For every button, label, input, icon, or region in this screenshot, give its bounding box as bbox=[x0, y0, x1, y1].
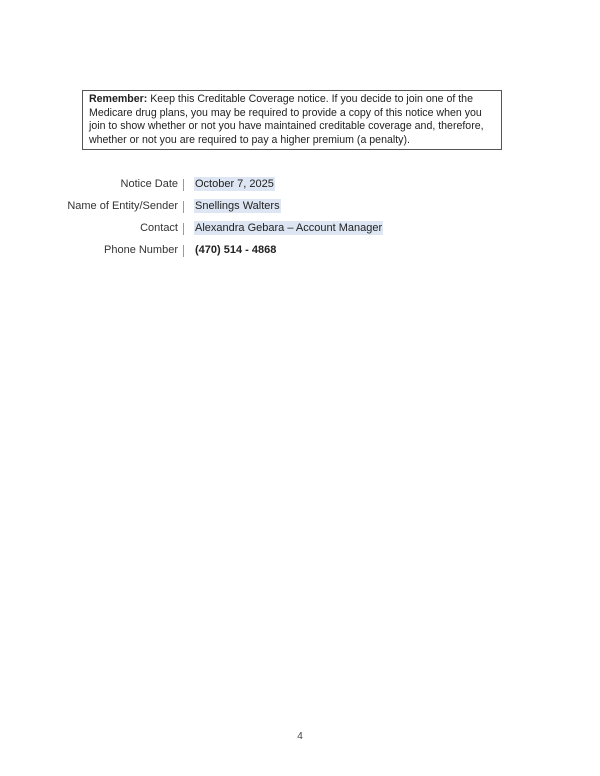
phone-label: Phone Number bbox=[104, 244, 178, 256]
notice-date-label: Notice Date bbox=[120, 178, 178, 190]
page-number: 4 bbox=[297, 731, 303, 742]
entity-label: Name of Entity/Sender bbox=[67, 200, 178, 212]
field-divider bbox=[183, 201, 184, 213]
remember-text: Keep this Creditable Coverage notice. If you decide to join one of the Medicare drug plans, you may be required to provide a copy of this notice when you join to show whether or not you have maintained creditable coverage and, therefore, whether or not you are required to pay a higher premium (a penalty). bbox=[89, 93, 484, 146]
contact-field[interactable]: Alexandra Gebara – Account Manager bbox=[195, 222, 383, 234]
contact-row bbox=[0, 220, 600, 238]
remember-label: Remember: bbox=[89, 93, 148, 105]
entity-field[interactable]: Snellings Walters bbox=[195, 200, 280, 212]
phone-field[interactable]: (470) 514 - 4868 bbox=[195, 244, 277, 256]
notice-date-field[interactable]: October 7, 2025 bbox=[195, 178, 274, 190]
notice-date-row bbox=[0, 176, 600, 194]
field-divider bbox=[183, 223, 184, 235]
contact-label: Contact bbox=[140, 222, 178, 234]
phone-row bbox=[0, 242, 600, 260]
entity-row bbox=[0, 198, 600, 216]
field-divider bbox=[183, 245, 184, 257]
remember-notice-box bbox=[82, 90, 502, 150]
field-divider bbox=[183, 179, 184, 191]
